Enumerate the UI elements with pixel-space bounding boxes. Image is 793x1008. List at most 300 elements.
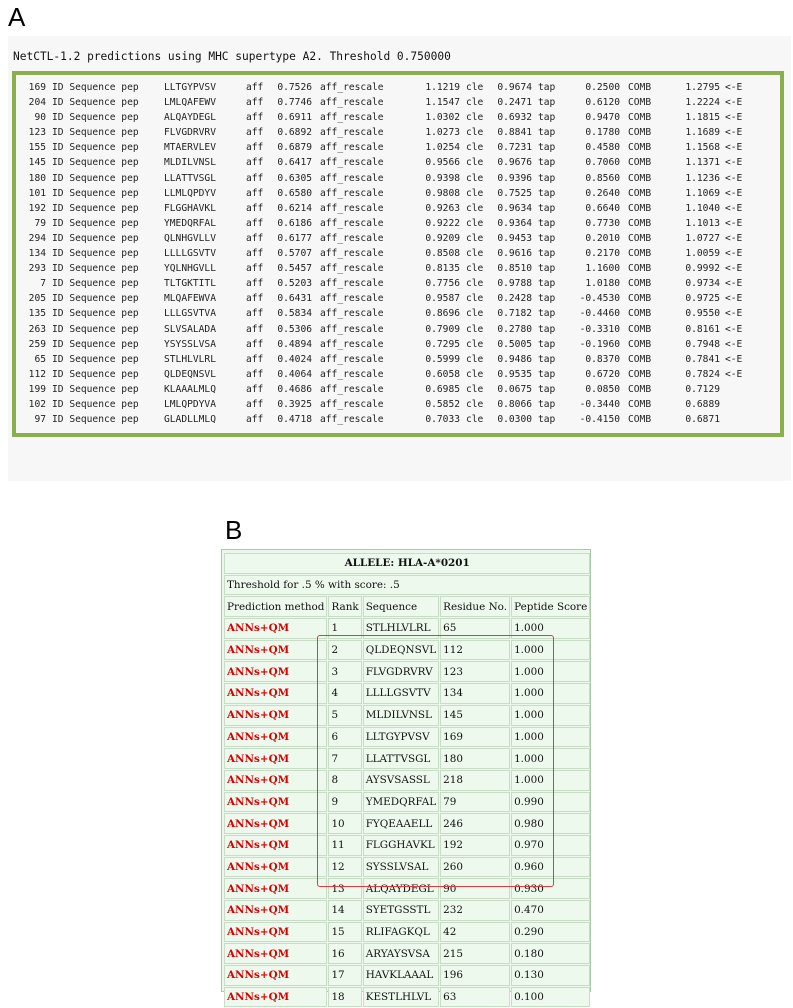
field-label-aff: aff: [246, 323, 264, 335]
cell-residue: 246: [440, 813, 510, 834]
cell-rescale: 0.7033: [425, 414, 460, 426]
cell-score: 0.990: [511, 792, 590, 813]
cell-cle: 0.2471: [497, 97, 532, 109]
cell-comb: 1.2224: [685, 97, 720, 109]
table-row: [224, 922, 590, 943]
cell-comb: 1.0059: [685, 248, 720, 260]
cell-method: ANNs+QM: [224, 727, 327, 748]
cell-flag: <-E: [725, 172, 743, 184]
field-label-cle: cle: [466, 172, 484, 184]
cell-aff: 0.6305: [277, 172, 312, 184]
cell-seq: RLIFAGKQL: [363, 922, 439, 943]
field-label-cle: cle: [466, 127, 484, 139]
field-label-id: ID Sequence pep: [52, 278, 139, 290]
cell-seq: SYETGSSTL: [363, 900, 439, 921]
field-label-comb: COMB: [628, 398, 652, 410]
panel-a-label: A: [8, 2, 26, 32]
field-label-cle: cle: [466, 323, 484, 335]
cell-tap: 0.2010: [585, 232, 620, 244]
cell-comb: 1.1815: [685, 112, 720, 124]
field-label-rescale: aff_rescale: [320, 172, 384, 184]
field-label-comb: COMB: [628, 232, 652, 244]
cell-tap: 0.9470: [585, 112, 620, 124]
cell-num: 97: [34, 414, 46, 426]
field-label-rescale: aff_rescale: [320, 112, 384, 124]
cell-tap: 0.6640: [585, 202, 620, 214]
field-label-comb: COMB: [628, 323, 652, 335]
cell-residue: 260: [440, 857, 510, 878]
field-label-tap: tap: [538, 82, 556, 93]
field-label-comb: COMB: [628, 368, 652, 380]
cell-flag: <-E: [725, 202, 743, 214]
field-label-tap: tap: [538, 263, 556, 275]
field-label-id: ID Sequence pep: [52, 127, 139, 139]
cell-rank: 3: [328, 661, 361, 682]
field-label-rescale: aff_rescale: [320, 97, 384, 109]
cell-seq: QLDEQNSVL: [363, 640, 439, 661]
field-label-aff: aff: [246, 172, 264, 184]
field-label-tap: tap: [538, 398, 556, 410]
field-label-cle: cle: [466, 353, 484, 365]
cell-aff: 0.6580: [277, 187, 312, 199]
cell-flag: <-E: [725, 308, 743, 320]
cell-cle: 0.6932: [497, 112, 532, 124]
panel-a-netctl-output: [8, 36, 791, 481]
field-label-id: ID Sequence pep: [52, 232, 139, 244]
field-label-id: ID Sequence pep: [52, 202, 139, 214]
cell-tap: 0.6720: [585, 368, 620, 380]
cell-aff: 0.6177: [277, 232, 312, 244]
cell-score: 1.000: [511, 705, 590, 726]
cell-rescale: 0.8696: [425, 308, 460, 320]
cell-rescale: 1.0254: [425, 142, 460, 154]
field-label-aff: aff: [246, 157, 264, 169]
cell-residue: 196: [440, 965, 510, 986]
field-label-id: ID Sequence pep: [52, 97, 139, 109]
cell-rank: 10: [328, 813, 361, 834]
cell-num: 204: [28, 97, 46, 109]
cell-aff: 0.3925: [277, 398, 312, 410]
cell-cle: 0.2428: [497, 293, 532, 305]
cell-score: 0.470: [511, 900, 590, 921]
cell-rank: 1: [328, 618, 361, 639]
cell-cle: 0.9616: [497, 248, 532, 260]
cell-seq: ALQAYDEGL: [363, 878, 439, 899]
field-label-comb: COMB: [628, 157, 652, 169]
cell-num: 192: [28, 202, 46, 214]
field-label-rescale: aff_rescale: [320, 353, 384, 365]
cell-flag: <-E: [725, 82, 743, 93]
cell-seq: ALQAYDEGL: [164, 112, 216, 124]
cell-comb: 0.7824: [685, 368, 720, 380]
cell-method: ANNs+QM: [224, 943, 327, 964]
table-row: [224, 943, 590, 964]
cell-flag: <-E: [725, 248, 743, 260]
cell-rank: 8: [328, 770, 361, 791]
field-label-comb: COMB: [628, 278, 652, 290]
field-label-id: ID Sequence pep: [52, 338, 139, 350]
cell-tap: -0.4530: [579, 293, 620, 305]
cell-aff: 0.5707: [277, 248, 312, 260]
field-label-id: ID Sequence pep: [52, 308, 139, 320]
cell-flag: <-E: [725, 127, 743, 139]
field-label-id: ID Sequence pep: [52, 187, 139, 199]
cell-seq: MLDILVNSL: [363, 705, 439, 726]
field-label-aff: aff: [246, 414, 264, 426]
cell-num: 259: [28, 338, 46, 350]
cell-flag: <-E: [725, 278, 743, 290]
field-label-cle: cle: [466, 217, 484, 229]
cell-num: 205: [28, 293, 46, 305]
cell-score: 0.960: [511, 857, 590, 878]
cell-method: ANNs+QM: [224, 770, 327, 791]
field-label-id: ID Sequence pep: [52, 112, 139, 124]
cell-tap: 0.4580: [585, 142, 620, 154]
field-label-rescale: aff_rescale: [320, 323, 384, 335]
field-label-tap: tap: [538, 142, 556, 154]
field-label-cle: cle: [466, 414, 484, 426]
cell-rescale: 0.9398: [425, 172, 460, 184]
cell-cle: 0.8066: [497, 398, 532, 410]
cell-aff: 0.6892: [277, 127, 312, 139]
cell-cle: 0.2780: [497, 323, 532, 335]
highlight-box-green: [12, 71, 784, 437]
field-label-tap: tap: [538, 217, 556, 229]
cell-rescale: 0.6058: [425, 368, 460, 380]
cell-tap: 1.0180: [585, 278, 620, 290]
field-label-cle: cle: [466, 278, 484, 290]
cell-comb: 1.1013: [685, 217, 720, 229]
field-label-rescale: aff_rescale: [320, 293, 384, 305]
field-label-id: ID Sequence pep: [52, 248, 139, 260]
field-label-tap: tap: [538, 172, 556, 184]
cell-aff: 0.4718: [277, 414, 312, 426]
cell-seq: LLLLGSVTV: [164, 248, 216, 260]
field-label-cle: cle: [466, 97, 484, 109]
field-label-rescale: aff_rescale: [320, 232, 384, 244]
cell-seq: AYSVSASSL: [363, 770, 439, 791]
cell-residue: 123: [440, 661, 510, 682]
cell-seq: LLTGYPVSV: [164, 82, 216, 93]
cell-residue: 180: [440, 748, 510, 769]
cell-aff: 0.4024: [277, 353, 312, 365]
cell-residue: 232: [440, 900, 510, 921]
cell-score: 0.930: [511, 878, 590, 899]
field-label-cle: cle: [466, 187, 484, 199]
field-label-aff: aff: [246, 187, 264, 199]
field-label-rescale: aff_rescale: [320, 142, 384, 154]
cell-residue: 192: [440, 835, 510, 856]
field-label-comb: COMB: [628, 293, 652, 305]
cell-cle: 0.9364: [497, 217, 532, 229]
cell-cle: 0.9535: [497, 368, 532, 380]
cell-method: ANNs+QM: [224, 987, 327, 1008]
cell-num: 293: [28, 263, 46, 275]
cell-score: 1.000: [511, 661, 590, 682]
field-label-cle: cle: [466, 157, 484, 169]
field-label-id: ID Sequence pep: [52, 383, 139, 395]
cell-residue: 42: [440, 922, 510, 943]
field-label-cle: cle: [466, 248, 484, 260]
cell-rescale: 0.9566: [425, 157, 460, 169]
cell-seq: LLATTVSGL: [363, 748, 439, 769]
cell-tap: 1.1600: [585, 263, 620, 275]
table-row: [224, 987, 590, 1008]
field-label-id: ID Sequence pep: [52, 263, 139, 275]
field-label-cle: cle: [466, 112, 484, 124]
field-label-tap: tap: [538, 414, 556, 426]
cell-rank: 13: [328, 878, 361, 899]
cell-num: 134: [28, 248, 46, 260]
field-label-comb: COMB: [628, 263, 652, 275]
cell-method: ANNs+QM: [224, 748, 327, 769]
field-label-tap: tap: [538, 202, 556, 214]
cell-score: 1.000: [511, 640, 590, 661]
field-label-rescale: aff_rescale: [320, 414, 384, 426]
field-label-id: ID Sequence pep: [52, 157, 139, 169]
cell-rescale: 0.7756: [425, 278, 460, 290]
cell-seq: YMEDQRFAL: [164, 217, 216, 229]
cell-method: ANNs+QM: [224, 683, 327, 704]
field-label-aff: aff: [246, 112, 264, 124]
field-label-rescale: aff_rescale: [320, 398, 384, 410]
field-label-aff: aff: [246, 338, 264, 350]
field-label-tap: tap: [538, 112, 556, 124]
field-label-aff: aff: [246, 82, 264, 93]
cell-tap: -0.4150: [579, 414, 620, 426]
cell-tap: 0.0850: [585, 383, 620, 395]
cell-rank: 12: [328, 857, 361, 878]
cell-cle: 0.7525: [497, 187, 532, 199]
cell-seq: SYSSLVSAL: [363, 857, 439, 878]
field-label-comb: COMB: [628, 338, 652, 350]
cell-aff: 0.4894: [277, 338, 312, 350]
cell-flag: <-E: [725, 353, 743, 365]
field-label-tap: tap: [538, 232, 556, 244]
field-label-rescale: aff_rescale: [320, 127, 384, 139]
cell-comb: 0.9734: [685, 278, 720, 290]
field-label-tap: tap: [538, 278, 556, 290]
field-label-comb: COMB: [628, 97, 652, 109]
cell-comb: 0.6871: [685, 414, 720, 426]
field-label-aff: aff: [246, 263, 264, 275]
column-header-row: [224, 596, 590, 617]
cell-rescale: 0.9587: [425, 293, 460, 305]
field-label-aff: aff: [246, 248, 264, 260]
field-label-tap: tap: [538, 368, 556, 380]
cell-aff: 0.7746: [277, 97, 312, 109]
cell-seq: YQLNHGVLL: [164, 263, 216, 275]
field-label-rescale: aff_rescale: [320, 263, 384, 275]
field-label-id: ID Sequence pep: [52, 172, 139, 184]
cell-score: 1.000: [511, 683, 590, 704]
cell-flag: <-E: [725, 142, 743, 154]
cell-method: ANNs+QM: [224, 922, 327, 943]
cell-method: ANNs+QM: [224, 813, 327, 834]
cell-tap: -0.3440: [579, 398, 620, 410]
field-label-tap: tap: [538, 323, 556, 335]
cell-seq: FLVGDRVRV: [363, 661, 439, 682]
field-label-comb: COMB: [628, 187, 652, 199]
column-header: Sequence: [363, 596, 439, 617]
field-label-comb: COMB: [628, 353, 652, 365]
cell-seq: LLLLGSVTV: [363, 683, 439, 704]
cell-residue: 134: [440, 683, 510, 704]
field-label-tap: tap: [538, 127, 556, 139]
cell-num: 102: [28, 398, 46, 410]
netctl-header: NetCTL-1.2 predictions using MHC supertype A2. Threshold 0.750000: [13, 50, 451, 63]
cell-cle: 0.8510: [497, 263, 532, 275]
cell-seq: LLLGSVTVA: [164, 308, 216, 320]
cell-residue: 65: [440, 618, 510, 639]
field-label-aff: aff: [246, 127, 264, 139]
cell-score: 1.000: [511, 727, 590, 748]
cell-seq: LLMLQPDYV: [164, 187, 216, 199]
field-label-tap: tap: [538, 293, 556, 305]
field-label-rescale: aff_rescale: [320, 157, 384, 169]
cell-rescale: 1.1547: [425, 97, 460, 109]
cell-aff: 0.5306: [277, 323, 312, 335]
field-label-cle: cle: [466, 293, 484, 305]
cell-comb: 1.1371: [685, 157, 720, 169]
cell-seq: KESTLHLVL: [363, 987, 439, 1008]
field-label-cle: cle: [466, 368, 484, 380]
cell-comb: 1.1236: [685, 172, 720, 184]
cell-num: 123: [28, 127, 46, 139]
field-label-rescale: aff_rescale: [320, 82, 384, 93]
cell-rank: 2: [328, 640, 361, 661]
field-label-id: ID Sequence pep: [52, 217, 139, 229]
field-label-aff: aff: [246, 217, 264, 229]
cell-aff: 0.6186: [277, 217, 312, 229]
field-label-cle: cle: [466, 82, 484, 93]
cell-aff: 0.7526: [277, 82, 312, 93]
cell-seq: STLHLVLRL: [363, 618, 439, 639]
cell-method: ANNs+QM: [224, 618, 327, 639]
cell-rank: 16: [328, 943, 361, 964]
cell-aff: 0.6911: [277, 112, 312, 124]
field-label-aff: aff: [246, 308, 264, 320]
field-label-cle: cle: [466, 383, 484, 395]
cell-rank: 6: [328, 727, 361, 748]
cell-method: ANNs+QM: [224, 878, 327, 899]
field-label-rescale: aff_rescale: [320, 278, 384, 290]
cell-rescale: 0.5999: [425, 353, 460, 365]
field-label-aff: aff: [246, 278, 264, 290]
cell-flag: <-E: [725, 323, 743, 335]
cell-score: 1.000: [511, 748, 590, 769]
field-label-comb: COMB: [628, 308, 652, 320]
cell-residue: 145: [440, 705, 510, 726]
cell-flag: <-E: [725, 368, 743, 380]
cell-seq: KLAAALMLQ: [164, 383, 216, 395]
cell-residue: 218: [440, 770, 510, 791]
cell-num: 199: [28, 383, 46, 395]
cell-score: 1.000: [511, 770, 590, 791]
field-label-cle: cle: [466, 202, 484, 214]
cell-seq: YSYSSLVSA: [164, 338, 216, 350]
field-label-rescale: aff_rescale: [320, 202, 384, 214]
cell-tap: 0.8370: [585, 353, 620, 365]
cell-flag: <-E: [725, 187, 743, 199]
cell-aff: 0.5457: [277, 263, 312, 275]
field-label-cle: cle: [466, 338, 484, 350]
cell-seq: SLVSALADA: [164, 323, 216, 335]
cell-tap: 0.6120: [585, 97, 620, 109]
cell-cle: 0.9486: [497, 353, 532, 365]
cell-num: 155: [28, 142, 46, 154]
field-label-tap: tap: [538, 248, 556, 260]
cell-residue: 63: [440, 987, 510, 1008]
cell-method: ANNs+QM: [224, 640, 327, 661]
field-label-aff: aff: [246, 142, 264, 154]
cell-tap: 0.2640: [585, 187, 620, 199]
cell-seq: MTAERVLEV: [164, 142, 216, 154]
field-label-aff: aff: [246, 368, 264, 380]
table-row: [224, 965, 590, 986]
cell-num: 112: [28, 368, 46, 380]
field-label-aff: aff: [246, 383, 264, 395]
cell-aff: 0.6879: [277, 142, 312, 154]
cell-residue: 90: [440, 878, 510, 899]
cell-residue: 169: [440, 727, 510, 748]
cell-seq: LLTGYPVSV: [363, 727, 439, 748]
cell-seq: TLTGKTITL: [164, 278, 216, 290]
cell-flag: <-E: [725, 97, 743, 109]
cell-num: 180: [28, 172, 46, 184]
cell-num: 90: [34, 112, 46, 124]
cell-rescale: 0.7295: [425, 338, 460, 350]
cell-rescale: 1.0302: [425, 112, 460, 124]
cell-method: ANNs+QM: [224, 792, 327, 813]
field-label-aff: aff: [246, 293, 264, 305]
cell-rank: 11: [328, 835, 361, 856]
cell-aff: 0.5834: [277, 308, 312, 320]
cell-comb: 1.1069: [685, 187, 720, 199]
cell-seq: MLQAFEWVA: [164, 293, 216, 305]
cell-seq: QLDEQNSVL: [164, 368, 216, 380]
cell-cle: 0.5005: [497, 338, 532, 350]
cell-score: 0.100: [511, 987, 590, 1008]
cell-method: ANNs+QM: [224, 965, 327, 986]
cell-score: 0.290: [511, 922, 590, 943]
field-label-tap: tap: [538, 338, 556, 350]
cell-rescale: 0.9222: [425, 217, 460, 229]
cell-comb: 1.1689: [685, 127, 720, 139]
cell-rescale: 1.0273: [425, 127, 460, 139]
cell-rescale: 0.6985: [425, 383, 460, 395]
field-label-rescale: aff_rescale: [320, 217, 384, 229]
field-label-aff: aff: [246, 398, 264, 410]
cell-tap: 0.7060: [585, 157, 620, 169]
cell-rescale: 0.9808: [425, 187, 460, 199]
cell-rescale: 0.8508: [425, 248, 460, 260]
cell-rescale: 0.8135: [425, 263, 460, 275]
column-header: Peptide Score: [511, 596, 590, 617]
cell-tap: 0.2500: [585, 82, 620, 93]
cell-comb: 1.1040: [685, 202, 720, 214]
cell-rescale: 0.7909: [425, 323, 460, 335]
cell-num: 145: [28, 157, 46, 169]
cell-method: ANNs+QM: [224, 835, 327, 856]
cell-seq: FLGGHAVKL: [363, 835, 439, 856]
cell-aff: 0.5203: [277, 278, 312, 290]
cell-flag: <-E: [725, 157, 743, 169]
cell-seq: QLNHGVLLV: [164, 232, 216, 244]
cell-tap: -0.3310: [579, 323, 620, 335]
field-label-aff: aff: [246, 353, 264, 365]
field-label-tap: tap: [538, 383, 556, 395]
